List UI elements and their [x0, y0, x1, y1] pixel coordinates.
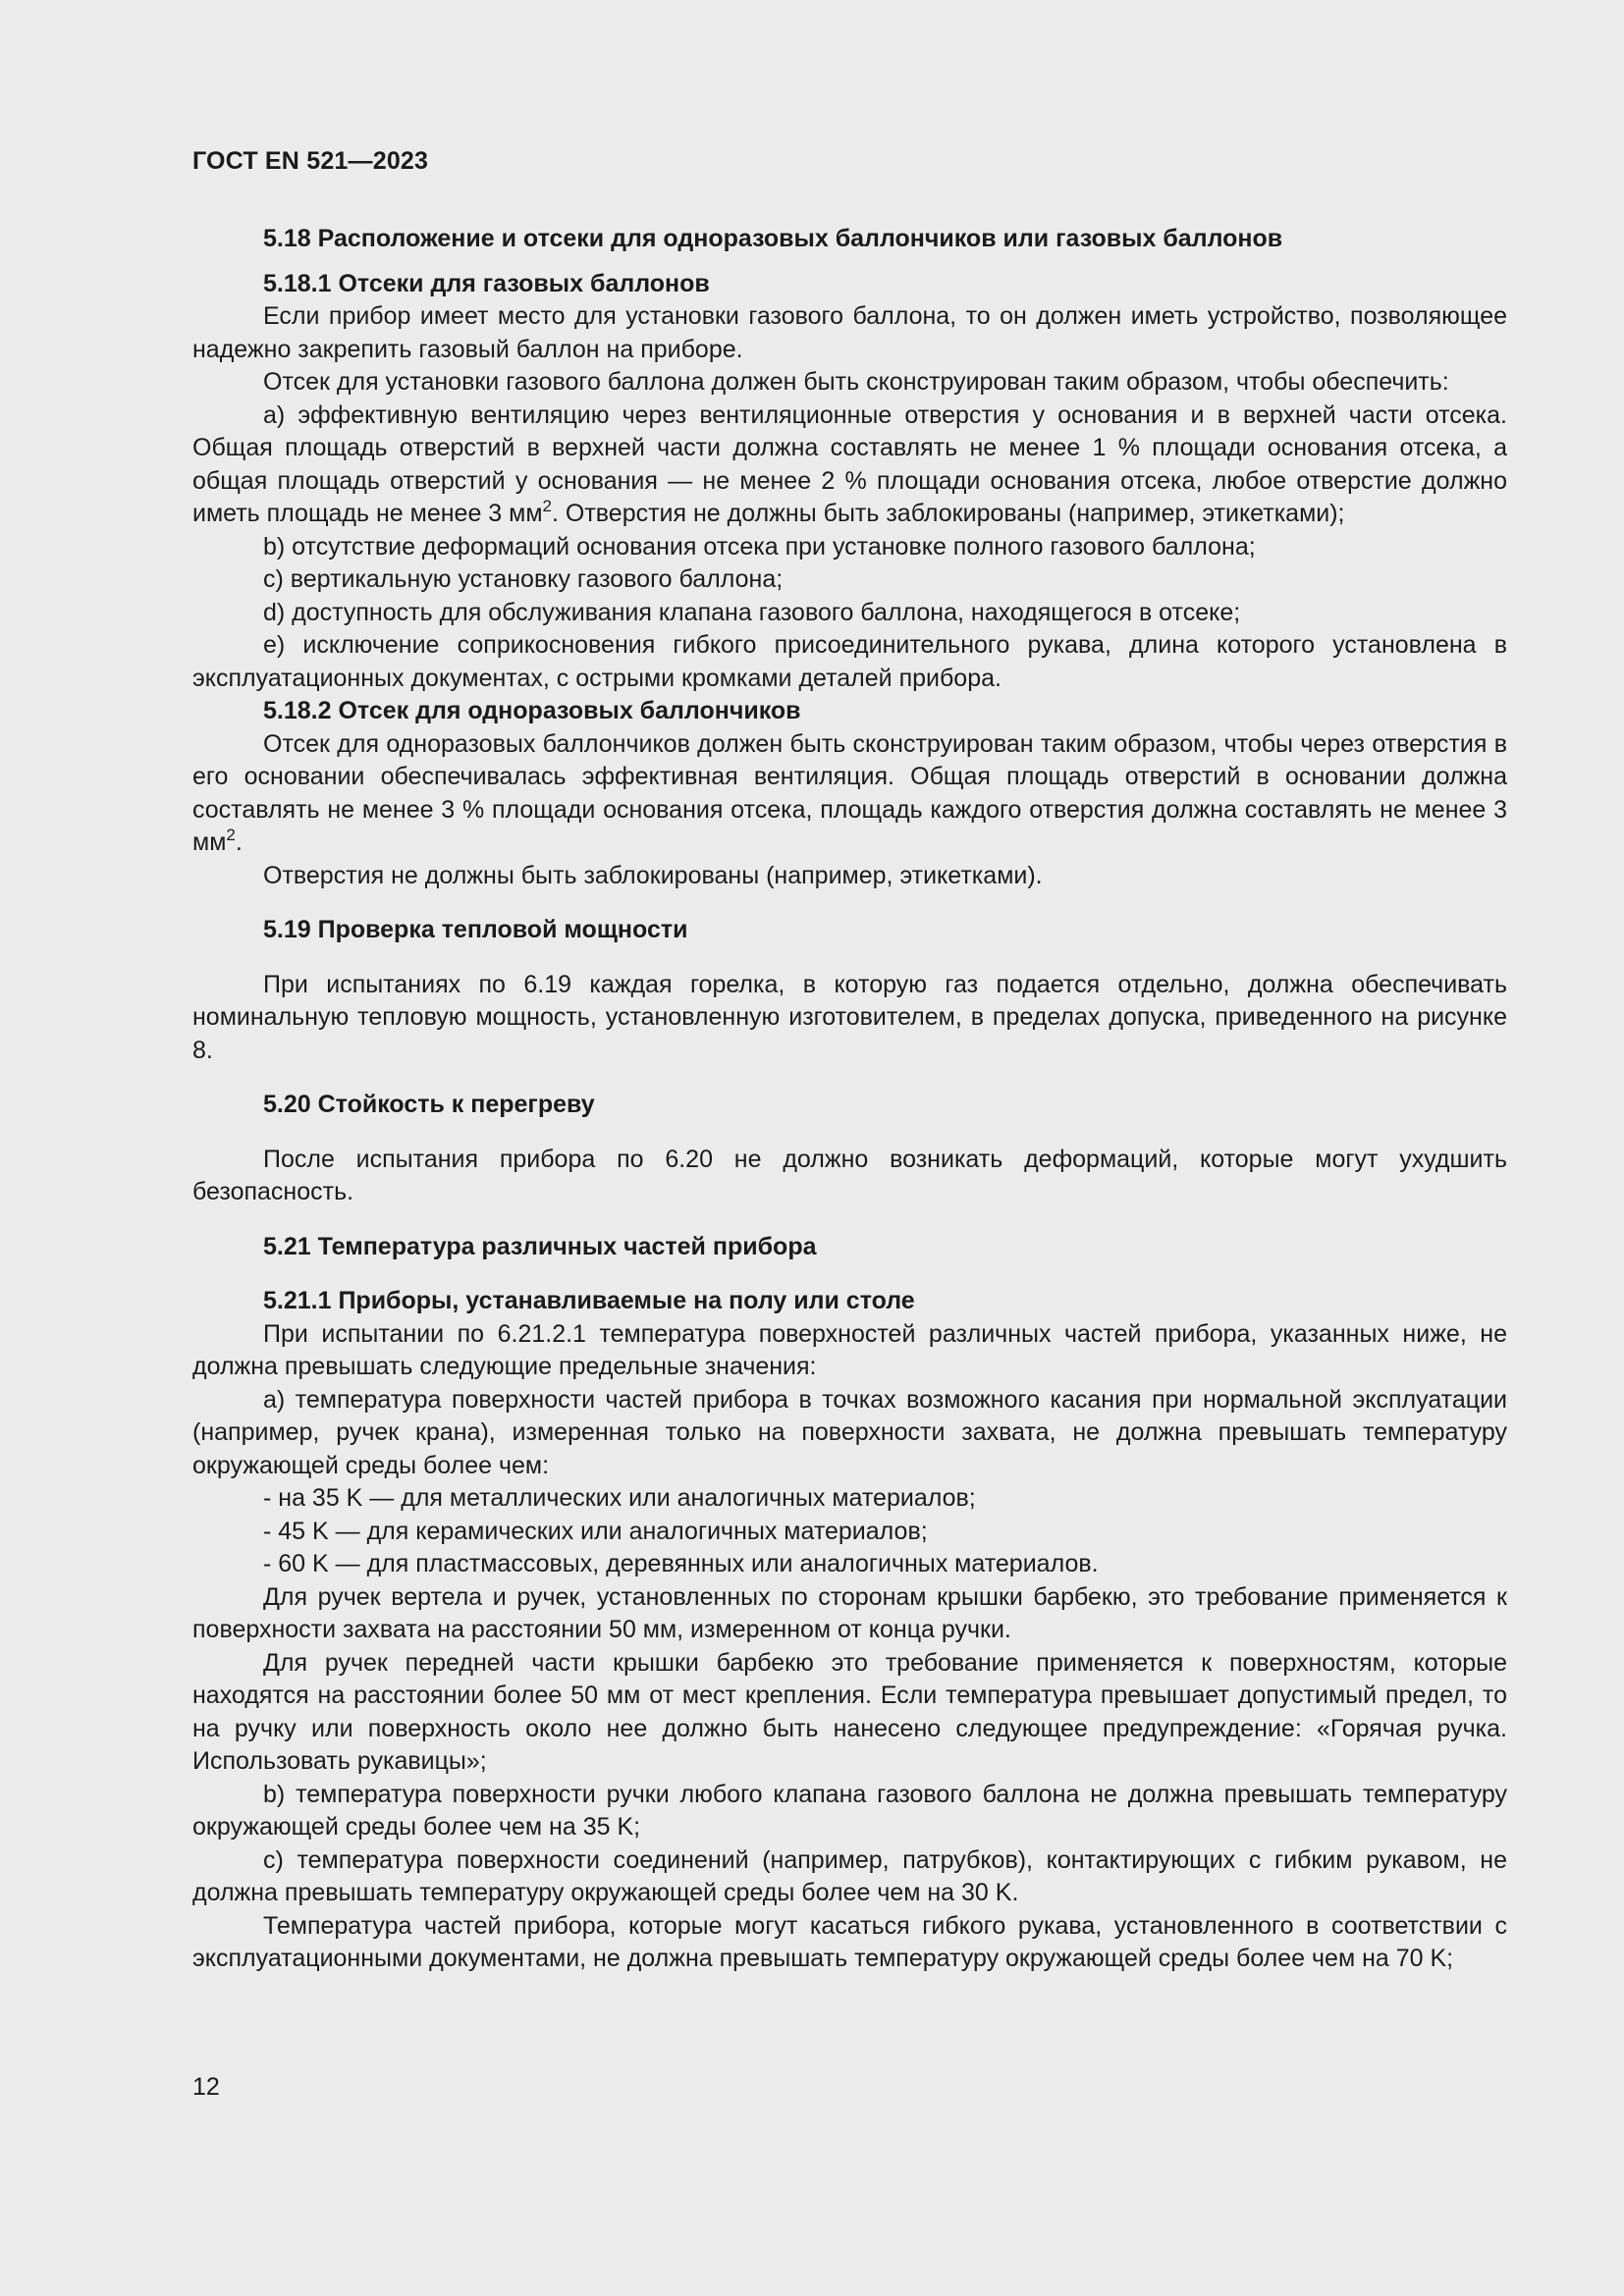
- section-5-18-1-title: 5.18.1 Отсеки для газовых баллонов: [263, 269, 710, 297]
- page-number: 12: [192, 2073, 220, 2101]
- paragraph: Отверстия не должны быть заблокированы (например, этикетками).: [263, 861, 1043, 889]
- dash-item: - 60 K — для пластмассовых, деревянных или аналогичных материалов.: [263, 1550, 1099, 1577]
- paragraph: Отсек для одноразовых баллончиков должен быть сконструирован таким образом, чтобы через отверстия в его основании обеспечивалась эффективная вентиляция. Общая площадь отверстий в основании должна составлять не менее 3 % площади основания отсека, площадь каждого отверстия должна составлять не менее 3 $мм^2$.: [192, 729, 1507, 856]
- paragraph: При испытании по 6.21.2.1 температура поверхностей различных частей прибора, указанных ниже, не должна превышать следующие предельные значения:: [192, 1319, 1507, 1380]
- list-item-d: d) доступность для обслуживания клапана газового баллона, находящегося в отсеке;: [263, 598, 1241, 626]
- list-item-b: b) отсутствие деформаций основания отсека при установке полного газового баллона;: [263, 532, 1256, 561]
- section-5-21-title: 5.21 Температура различных частей прибора: [263, 1232, 817, 1260]
- list-item-e: e) исключение соприкосновения гибкого присоединительного рукава, длина которого установлена в эксплуатационных документах, с острыми кромками деталей прибора.: [192, 631, 1507, 692]
- section-5-21-1-title: 5.21.1 Приборы, устанавливаемые на полу или столе: [263, 1287, 915, 1314]
- list-item-b: b) температура поверхности ручки любого клапана газового баллона не должна превышать температуру окружающей среды более чем на 35 K;: [192, 1780, 1507, 1841]
- paragraph: Отсек для установки газового баллона должен быть сконструирован таким образом, чтобы обеспечить:: [263, 368, 1449, 396]
- section-5-18-2-title: 5.18.2 Отсек для одноразовых баллончиков: [263, 697, 801, 724]
- list-item-a: a) температура поверхности частей прибора в точках возможного касания при нормальной эксплуатации (например, ручек крана), измеренная только на поверхности захвата, не должна превышать температуру окружающей среды более чем:: [192, 1385, 1507, 1479]
- section-5-19-title: 5.19 Проверка тепловой мощности: [263, 916, 688, 943]
- paragraph: Температура частей прибора, которые могут касаться гибкого рукава, установленного в соответствии с эксплуатационными документами, не должна превышать температуру окружающей среды более чем на 70 K;: [192, 1911, 1507, 1972]
- dash-item: - 45 K — для керамических или аналогичных материалов;: [263, 1517, 928, 1545]
- paragraph: После испытания прибора по 6.20 не должно возникать деформаций, которые могут ухудшить безопасность.: [192, 1145, 1507, 1205]
- paragraph: При испытаниях по 6.19 каждая горелка, в которую газ подается отдельно, должна обеспечивать номинальную тепловую мощность, установленную изготовителем, в пределах допуска, приведенного на рисунке 8.: [192, 970, 1507, 1064]
- paragraph: Для ручек вертела и ручек, установленных по сторонам крышки барбекю, это требование применяется к поверхности захвата на расстоянии 50 мм, измеренном от конца ручки.: [192, 1582, 1507, 1643]
- document-body: [192, 223, 1507, 1976]
- section-5-20-title: 5.20 Стойкость к перегреву: [263, 1091, 595, 1118]
- list-item-c: c) температура поверхности соединений (например, патрубков), контактирующих с гибким рукавом, не должна превышать температуру окружающей среды более чем на 30 K.: [192, 1845, 1507, 1906]
- list-item-a: a) эффективную вентиляцию через вентиляционные отверстия у основания и в верхней части отсека. Общая площадь отверстий в верхней части должна составлять не менее 1 % площади основания отсека, а общая площадь отверстий у основания — не менее 2 % площади основания отсека, любое отверстие должно иметь площадь не менее 3 $мм^2$. Отверстия не должны быть заблокированы (например, этикетками);: [192, 400, 1507, 527]
- document-header: ГОСТ EN 521—2023: [192, 147, 429, 175]
- paragraph: Для ручек передней части крышки барбекю это требование применяется к поверхностям, которые находятся на расстоянии более 50 мм от мест крепления. Если температура превышает допустимый предел, то на ручку или поверхность около нее должно быть нанесено следующее предупреждение: «Горячая ручка. Использовать рукавицы»;: [192, 1648, 1507, 1775]
- dash-item: - на 35 K — для металлических или аналогичных материалов;: [263, 1484, 976, 1512]
- list-item-c: c) вертикальную установку газового баллона;: [263, 565, 784, 593]
- section-5-18-title: 5.18 Расположение и отсеки для одноразовых баллончиков или газовых баллонов: [263, 225, 1283, 252]
- paragraph: Если прибор имеет место для установки газового баллона, то он должен иметь устройство, позволяющее надежно закрепить газовый баллон на приборе.: [192, 302, 1507, 363]
